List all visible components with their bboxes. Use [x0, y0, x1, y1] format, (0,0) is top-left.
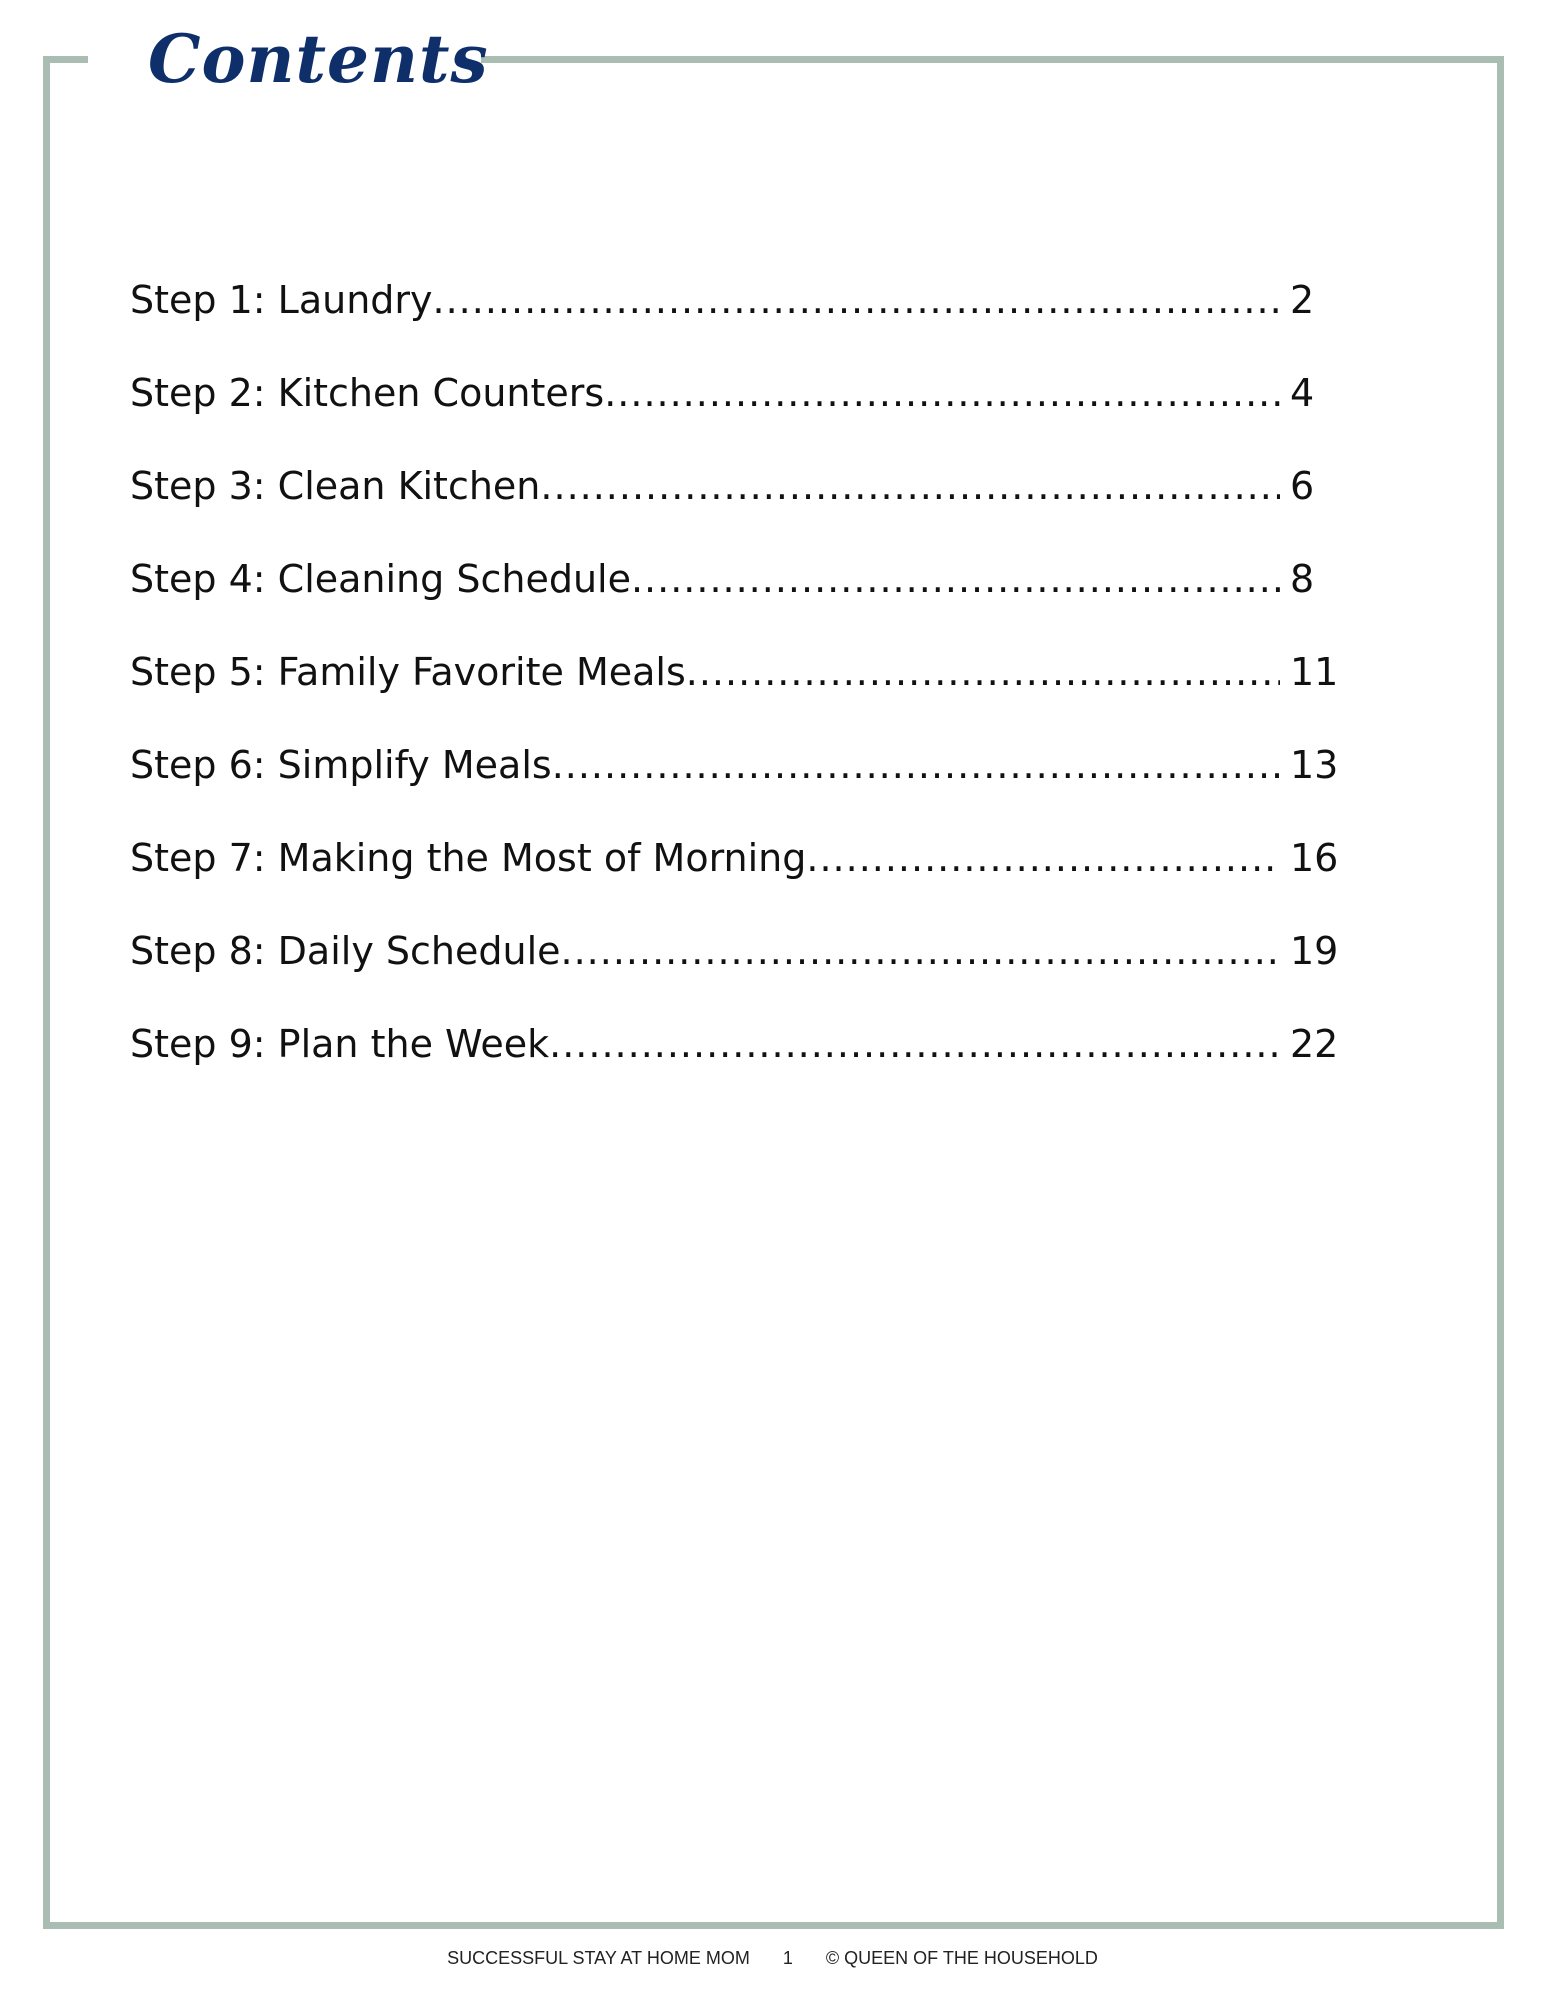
toc-entry-page: 4 — [1290, 371, 1315, 415]
toc-entry-label: Step 8: Daily Schedule — [130, 929, 561, 973]
toc-entry-step-4[interactable] — [130, 557, 1350, 650]
toc-entry-label: Step 2: Kitchen Counters — [130, 371, 605, 415]
page-frame-right — [1497, 56, 1504, 1929]
toc-entry-page: 6 — [1290, 464, 1315, 508]
toc-entry-page: 19 — [1290, 929, 1339, 973]
toc-entry-step-7[interactable] — [130, 836, 1350, 929]
dot-leader — [549, 1022, 1280, 1066]
toc-entry-step-1[interactable] — [130, 278, 1350, 371]
toc-entry-page: 8 — [1290, 557, 1315, 601]
toc-entry-step-9[interactable] — [130, 1022, 1350, 1115]
dot-leader — [433, 278, 1280, 322]
toc-entry-label: Step 6: Simplify Meals — [130, 743, 552, 787]
toc-entry-label: Step 9: Plan the Week — [130, 1022, 550, 1066]
toc-entry-page: 13 — [1290, 743, 1339, 787]
toc-entry-label: Step 4: Cleaning Schedule — [130, 557, 631, 601]
toc-entry-page: 16 — [1290, 836, 1339, 880]
toc-entry-label: Step 1: Laundry — [130, 278, 433, 322]
toc-entry-step-8[interactable] — [130, 929, 1350, 1022]
footer-page-number: 1 — [782, 1948, 793, 1968]
dot-leader — [806, 836, 1280, 880]
dot-leader — [604, 371, 1280, 415]
page-frame-left — [43, 56, 50, 1929]
toc-entry-label: Step 7: Making the Most of Morning — [130, 836, 807, 880]
footer-book-title: SUCCESSFUL STAY AT HOME MOM — [447, 1948, 750, 1968]
dot-leader — [686, 650, 1280, 694]
table-of-contents — [130, 278, 1350, 1115]
toc-entry-step-3[interactable] — [130, 464, 1350, 557]
page-title: Contents — [148, 20, 489, 98]
toc-entry-page: 2 — [1290, 278, 1315, 322]
toc-entry-label: Step 3: Clean Kitchen — [130, 464, 541, 508]
toc-entry-page: 22 — [1290, 1022, 1339, 1066]
dot-leader — [540, 464, 1280, 508]
toc-entry-label: Step 5: Family Favorite Meals — [130, 650, 686, 694]
toc-entry-step-6[interactable] — [130, 743, 1350, 836]
page-frame-bottom — [43, 1922, 1504, 1929]
page-frame-top-left — [43, 56, 88, 63]
dot-leader — [561, 929, 1280, 973]
dot-leader — [631, 557, 1280, 601]
page-frame-top-right — [481, 56, 1504, 63]
toc-entry-step-5[interactable] — [130, 650, 1350, 743]
footer-copyright: © QUEEN OF THE HOUSEHOLD — [825, 1948, 1098, 1968]
page-footer — [0, 1948, 1545, 1969]
toc-entry-step-2[interactable] — [130, 371, 1350, 464]
toc-entry-page: 11 — [1290, 650, 1339, 694]
dot-leader — [552, 743, 1280, 787]
